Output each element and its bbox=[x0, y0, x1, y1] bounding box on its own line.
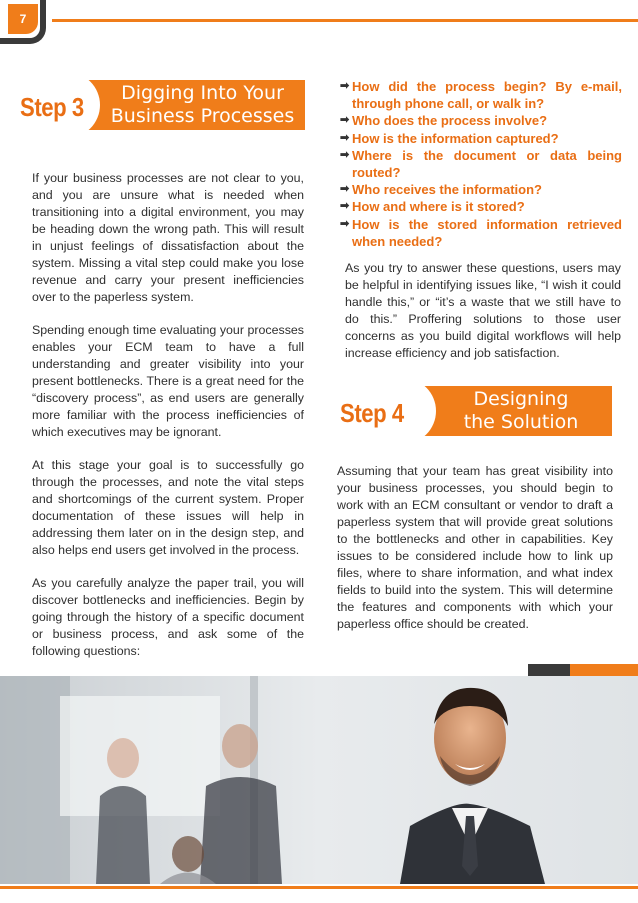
paragraph-line: discover bottlenecks and inefficiencies. Begin bbox=[32, 593, 291, 607]
left-paragraph-1 bbox=[32, 170, 304, 306]
step4-title-line1: Designing bbox=[473, 388, 569, 410]
paragraph-line: solutions to the bottlenecks and other in bbox=[337, 515, 613, 546]
question-text: How did the process begin? By e-mail, through phone call, or walk in? bbox=[352, 79, 622, 112]
paragraph-line: the system. Missing a vital step could make you bbox=[32, 239, 304, 270]
right-arrow-icon: ➡ bbox=[340, 80, 350, 92]
paragraph-line: At this stage your goal is to successfully go bbox=[32, 458, 304, 472]
step4-title-line2: the Solution bbox=[463, 411, 579, 433]
paragraph-line: As you carefully analyze the paper trail, you will bbox=[32, 576, 304, 590]
paragraph-line: present bottlenecks. There is a great need for bbox=[32, 374, 287, 388]
paragraph-line: components with which your paperless office bbox=[337, 600, 613, 631]
paragraph-line: a paperless system that will provide great bbox=[337, 498, 613, 529]
question-text: How is the stored information retrieved when needed? bbox=[352, 216, 622, 249]
paragraph-line: the system. This will determine the features and bbox=[337, 583, 614, 614]
right-column-bottom bbox=[337, 463, 613, 649]
right-arrow-icon: ➡ bbox=[340, 183, 350, 196]
step4-label: Step 4 bbox=[340, 398, 404, 428]
right-arrow-icon: ➡ bbox=[340, 217, 350, 230]
paragraph-line: process. bbox=[252, 543, 300, 557]
paragraph-line: If your business processes are not clear to you, bbox=[32, 171, 304, 185]
right-paragraph-2 bbox=[337, 463, 613, 633]
question-text: Where is the document or data being routed? bbox=[352, 147, 622, 181]
paragraph-line: and you are unsure what is needed when bbox=[32, 188, 304, 202]
paragraph-line: may be helpful in identifying issues like, “I wish bbox=[345, 261, 621, 292]
right-arrow-icon: ➡ bbox=[340, 148, 350, 161]
left-paragraph-3 bbox=[32, 457, 304, 559]
right-arrow-icon: ➡ bbox=[340, 131, 350, 144]
paragraph-line: full understanding and greater visibility into your bbox=[32, 340, 304, 371]
paragraph-line: your business processes, you should begin to bbox=[337, 481, 613, 495]
paragraph-line: have to do this.” Proffering solutions to those bbox=[345, 295, 621, 326]
office-team-photo-illustration bbox=[0, 676, 638, 884]
paragraph-line: the “discovery process”, as end users are bbox=[32, 374, 304, 405]
paragraph-line: lose revenue and carry your present bbox=[32, 256, 304, 287]
paragraph-line: should be created. bbox=[427, 617, 529, 631]
paragraph-line: addressing them later on in the design step, bbox=[32, 526, 284, 540]
left-column bbox=[32, 170, 304, 676]
paragraph-line: capabilities. Key issues to be considered bbox=[337, 532, 613, 563]
paragraph-line: result in unjust feelings of dissatisfaction about bbox=[32, 222, 304, 253]
paragraph-line: of the following questions: bbox=[32, 627, 304, 658]
paragraph-line: inefficiencies over to the paperless system. bbox=[32, 273, 304, 304]
paragraph-line: ignorant. bbox=[173, 425, 222, 439]
paragraph-line: through the processes, and note the vital steps bbox=[32, 475, 304, 489]
question-item bbox=[340, 216, 622, 250]
page-number: 7 bbox=[8, 4, 38, 34]
paragraph-line: be heading down the wrong path. This will bbox=[32, 222, 274, 236]
right-arrow-icon: ➡ bbox=[340, 114, 350, 127]
header-rule bbox=[52, 19, 638, 22]
paragraph-line: and shortcomings of the current system. Proper bbox=[32, 492, 304, 506]
step3-title-line2: Business Processes bbox=[110, 105, 295, 127]
left-paragraph-2 bbox=[32, 322, 304, 441]
questions-list bbox=[340, 78, 622, 250]
question-item bbox=[340, 147, 622, 181]
question-item bbox=[340, 130, 622, 147]
question-item bbox=[340, 78, 622, 112]
paragraph-line: processes enables your ECM team to have a bbox=[32, 323, 304, 354]
question-item bbox=[340, 181, 622, 198]
paragraph-line: Spending enough time evaluating your bbox=[32, 323, 248, 337]
deco-bar-dark bbox=[528, 664, 570, 676]
paragraph-line: help increase efficiency and job satisfaction. bbox=[345, 329, 621, 360]
step3-label: Step 3 bbox=[20, 92, 84, 122]
paragraph-line: generally more familiar with the process bbox=[32, 391, 304, 422]
paragraph-line: documentation of these issues will help in bbox=[32, 509, 304, 523]
paragraph-line: As you try to answer these questions, users bbox=[345, 261, 598, 275]
deco-bar-orange bbox=[570, 664, 638, 676]
paragraph-line: document or business process, and ask some bbox=[32, 610, 304, 641]
paragraph-line: and also helps end users get involved in the bbox=[32, 526, 304, 557]
right-paragraph-1 bbox=[345, 260, 621, 362]
paragraph-line: Assuming that your team has great visibility into bbox=[337, 464, 613, 478]
paragraph-line: by going through the history of a specific bbox=[32, 593, 304, 624]
paragraph-line: information, and what index fields to build into bbox=[337, 566, 614, 597]
step4-title bbox=[436, 388, 606, 434]
office-team-photo bbox=[0, 676, 638, 884]
question-text: Who receives the information? bbox=[352, 182, 542, 198]
paragraph-line: inefficiencies of which executives may be bbox=[32, 408, 304, 439]
paragraph-line: it could handle this,” or “it’s a waste that we still bbox=[345, 278, 621, 309]
question-item bbox=[340, 112, 622, 129]
question-item bbox=[340, 198, 622, 215]
step3-title bbox=[100, 82, 305, 128]
question-text: How is the information captured? bbox=[352, 130, 559, 146]
paragraph-line: work with an ECM consultant or vendor to draft bbox=[337, 498, 607, 512]
paragraph-line: include how to link up files, where to share bbox=[337, 549, 613, 580]
question-text: Who does the process involve? bbox=[352, 113, 548, 129]
footer-rule bbox=[0, 886, 638, 889]
paragraph-line: transitioning into a digital environment, you may bbox=[32, 205, 304, 219]
right-arrow-icon: ➡ bbox=[340, 200, 350, 213]
left-paragraph-4 bbox=[32, 575, 304, 660]
right-column-top bbox=[345, 260, 621, 378]
paragraph-line: user concerns as you build digital workflows will bbox=[345, 312, 621, 343]
step3-title-line1: Digging Into Your bbox=[121, 82, 284, 104]
question-text: How and where is it stored? bbox=[352, 199, 525, 215]
